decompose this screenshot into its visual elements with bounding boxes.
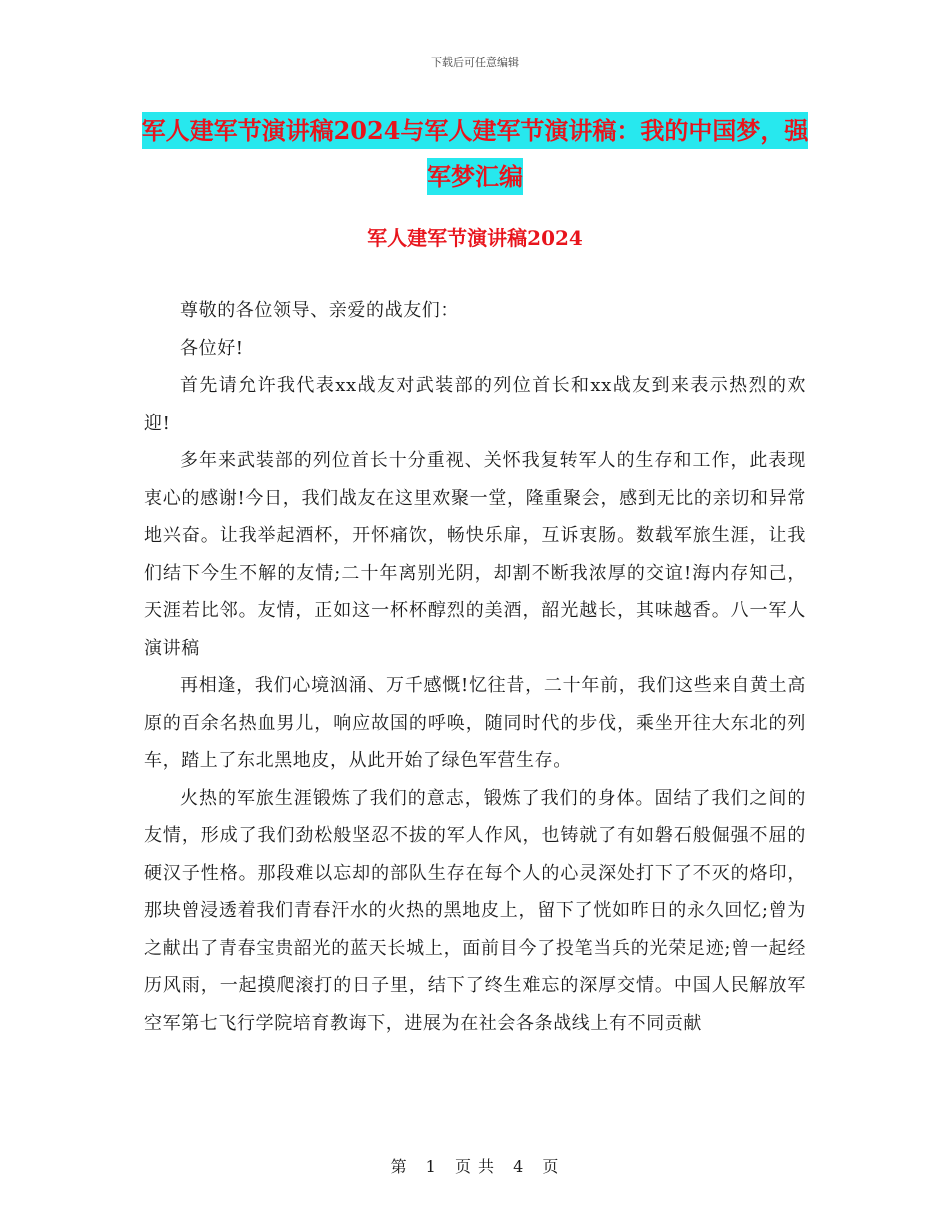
page-suffix: 页: [542, 1157, 560, 1176]
section-title: 军人建军节演讲稿2024: [367, 226, 583, 250]
paragraph: 再相逢，我们心境汹涌、万千感慨!忆往昔，二十年前，我们这些来自黄土高原的百余名热血男儿，响应故国的呼唤，随同时代的步伐，乘坐开往大东北的列车，踏上了东北黑地皮，从此开始了绿色军营生存。: [144, 675, 806, 771]
paragraph: 首先请允许我代表xx战友对武装部的列位首长和xx战友到来表示热烈的欢迎!: [144, 375, 806, 434]
page-prefix: 第: [390, 1157, 408, 1176]
paragraph: 尊敬的各位领导、亲爱的战友们：: [180, 300, 459, 321]
page-current: 1: [425, 1157, 437, 1176]
page-footer: [0, 1154, 950, 1177]
page-total: 4: [513, 1157, 525, 1176]
document-title-text: 军人建军节演讲稿2024与军人建军节演讲稿：我的中国梦，强军梦汇编: [142, 112, 809, 195]
paragraph: 火热的军旅生涯锻炼了我们的意志，锻炼了我们的身体。固结了我们之间的友情，形成了我们劲松般坚忍不拔的军人作风，也铸就了有如磐石般倔强不屈的硬汉子性格。那段难以忘却的部队生存在每个人的心灵深处打下了不灭的烙印，那块曾浸透着我们青春汗水的火热的黑地皮上，留下了恍如昨日的永久回忆;曾为之献出了青春宝贵韶光的蓝天长城上，面前目今了投笔当兵的光荣足迹;曾一起经历风雨，一起摸爬滚打的日子里，结下了终生难忘的深厚交情。中国人民解放军空军第七飞行学院培育教诲下，进展为在社会各条战线上有不同贡献: [144, 787, 806, 1034]
paragraph: 多年来武装部的列位首长十分重视、关怀我复转军人的生存和工作，此表现衷心的感谢!今日，我们战友在这里欢聚一堂，隆重聚会，感到无比的亲切和异常地兴奋。让我举起酒杯，开怀痛饮，畅快乐扉，互诉衷肠。数载军旅生涯，让我们结下今生不解的友情;二十年离别光阴，却割不断我浓厚的交谊!海内存知己，天涯若比邻。友情，正如这一杯杯醇烈的美酒，韶光越长，其味越香。八一军人演讲稿: [144, 450, 806, 659]
header-note: 下载后可任意编辑: [431, 56, 519, 69]
document-title: [140, 108, 810, 200]
document-body: [144, 292, 806, 1042]
page-mid: 页 共: [454, 1157, 496, 1176]
paragraph: 各位好!: [180, 337, 244, 359]
